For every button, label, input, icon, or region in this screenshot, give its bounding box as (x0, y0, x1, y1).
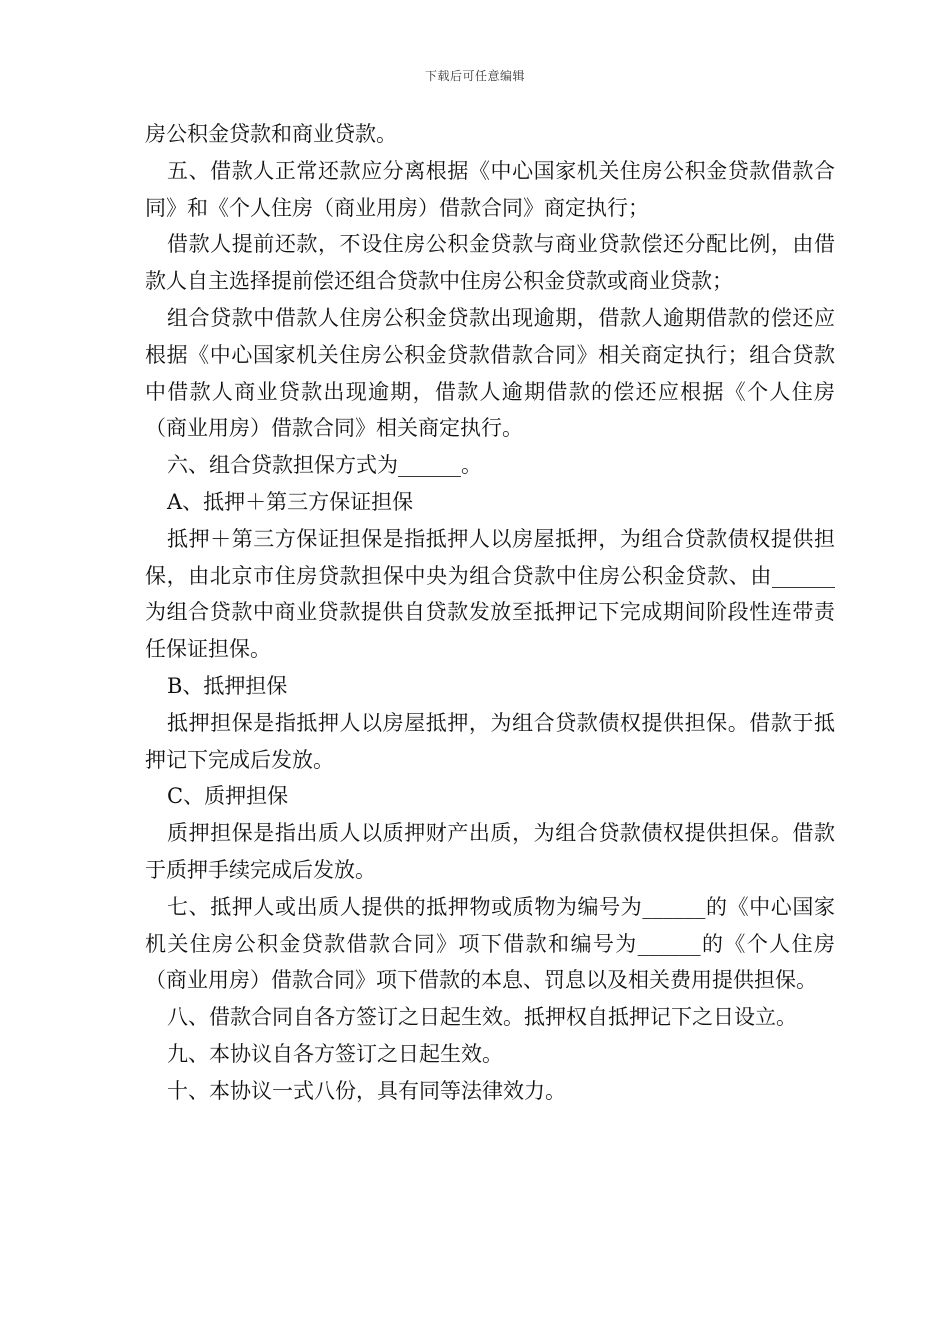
option-a-heading: A、抵押＋第三方保证担保 (167, 489, 414, 514)
clause-7: 七、抵押人或出质人提供的抵押物或质物为编号为______的《中心国家机关住房公积金贷款借款合同》项下借款和编号为______的《个人住房（商业用房）借款合同》项下借款的本息、罚息以及相关费用提供担保。 (145, 894, 835, 993)
clause-5: 五、借款人正常还款应分离根据《中心国家机关住房公积金贷款借款合同》和《个人住房（商业用房）借款合同》商定执行； (145, 158, 835, 220)
page-header: 下载后可任意编辑 (424, 69, 525, 83)
option-c-description: 质押担保是指出质人以质押财产出质，为组合贷款债权提供担保。借款于质押手续完成后发放。 (145, 821, 835, 882)
clause-8: 八、借款合同自各方签订之日起生效。抵押权自抵押记下之日设立。 (167, 1005, 797, 1030)
option-b-heading: B、抵押担保 (167, 673, 288, 698)
clause-6: 六、组合贷款担保方式为______。 (167, 453, 482, 478)
clause-9: 九、本协议自各方签订之日起生效。 (167, 1041, 503, 1066)
option-c-heading: C、质押担保 (167, 784, 289, 809)
clause-10: 十、本协议一式八份，具有同等法律效力。 (167, 1078, 566, 1103)
clause-5-overdue: 组合贷款中借款人住房公积金贷款出现逾期，借款人逾期借款的偿还应根据《中心国家机关住房公积金贷款借款合同》相关商定执行；组合贷款中借款人商业贷款出现逾期，借款人逾期借款的偿还应根据《个人住房（商业用房）借款合同》相关商定执行。 (145, 305, 835, 441)
option-b-description: 抵押担保是指抵押人以房屋抵押，为组合贷款债权提供担保。借款于抵押记下完成后发放。 (145, 710, 835, 772)
document-body (145, 116, 835, 1110)
option-a-description: 抵押＋第三方保证担保是指抵押人以房屋抵押，为组合贷款债权提供担保，由北京市住房贷款担保中央为组合贷款中住房公积金贷款、由______为组合贷款中商业贷款提供自贷款发放至抵押记下完成期间阶段性连带责任保证担保。 (145, 526, 835, 662)
clause-5-prepayment: 借款人提前还款，不设住房公积金贷款与商业贷款偿还分配比例，由借款人自主选择提前偿还组合贷款中住房公积金贷款或商业贷款； (145, 232, 835, 294)
paragraph-continuation: 房公积金贷款和商业贷款。 (145, 122, 397, 146)
